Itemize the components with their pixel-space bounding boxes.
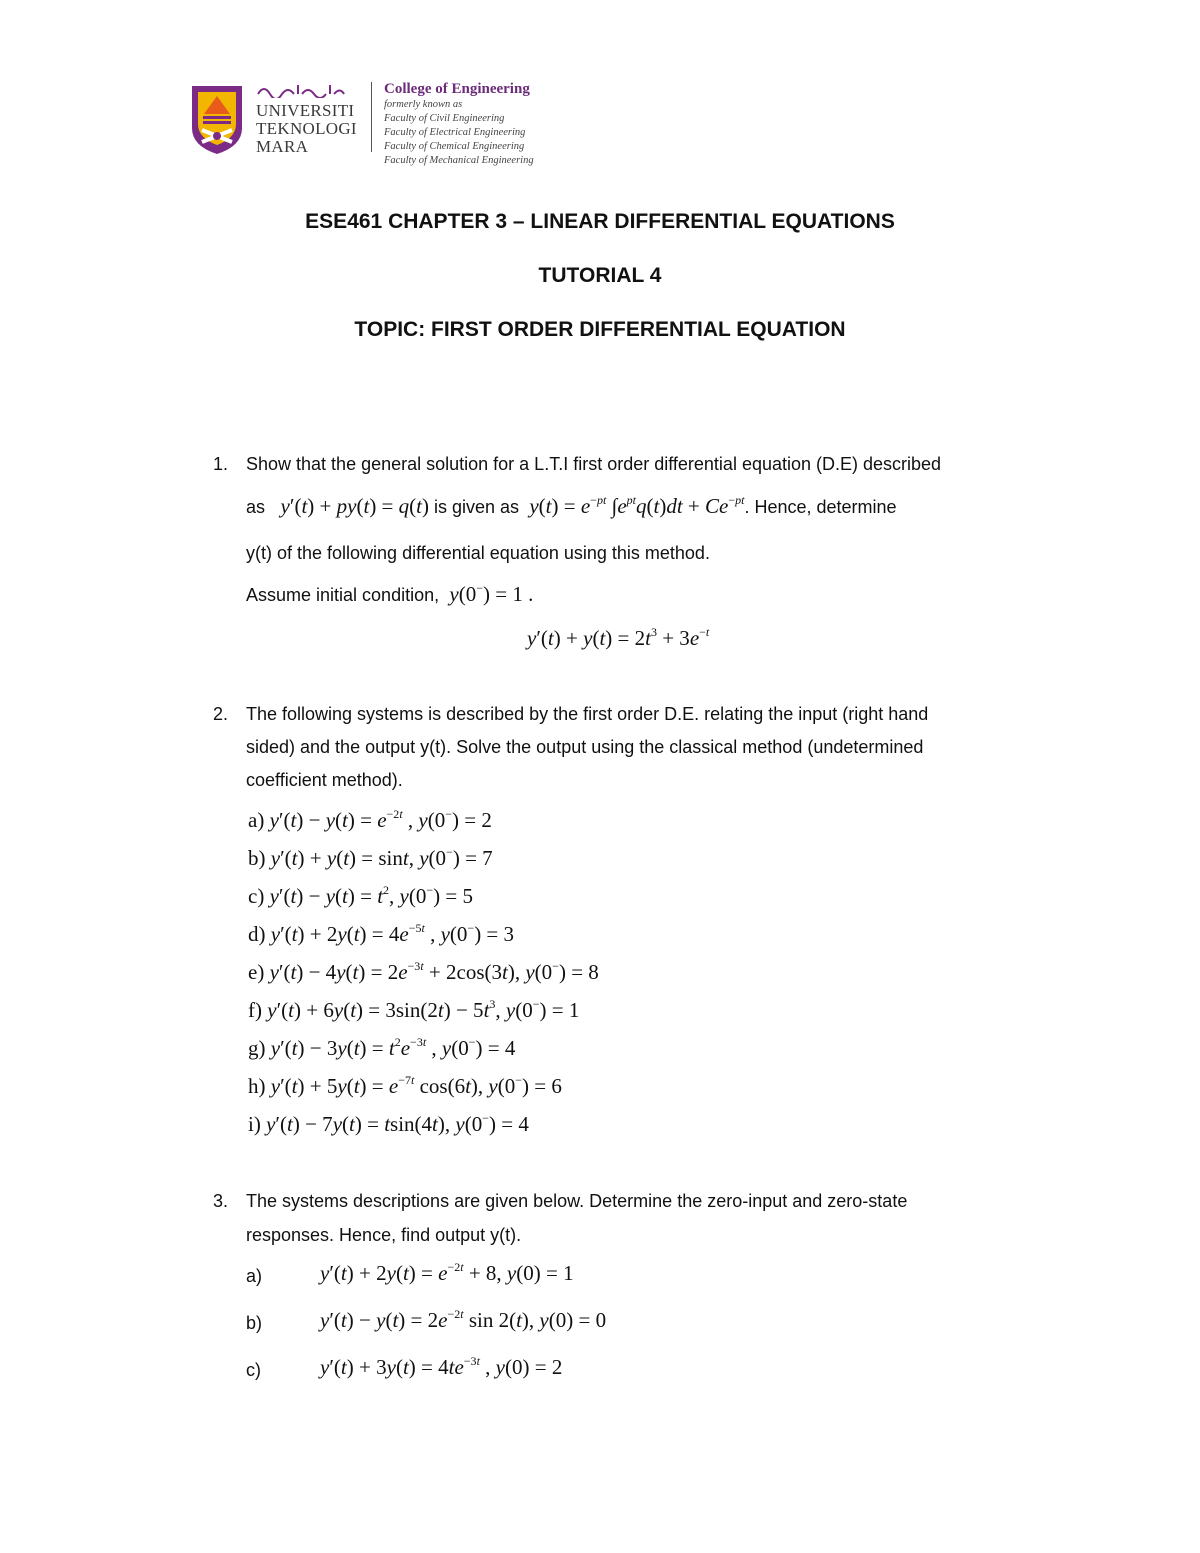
question-3-number: 3.	[213, 1191, 229, 1211]
q3-label-a: a)	[246, 1266, 263, 1286]
q1-hence-text: . Hence, determine	[744, 497, 897, 517]
q2-part-f: f) $y'(t) + 6y(t) = 3\sin(2t) - 5t^3$, y(0−) = 1	[248, 997, 580, 1022]
q1-given-text: is given as	[434, 497, 520, 517]
q2-part-d: d) $y'(t) + 2y(t) = 4e^{-5t}$ , y(0−) = 3	[248, 921, 515, 946]
question-3-line-1: The systems descriptions are given below. Determine the zero-input and zero-state	[246, 1191, 908, 1211]
q3-part-a: $y'(t) + 2y(t) = e^{-2t} + 8$, y(0) = 1	[320, 1260, 574, 1285]
uitm-emblem-icon	[188, 84, 246, 156]
question-2-line-1: The following systems is described by the first order D.E. relating the input (right hand	[246, 704, 929, 724]
faculty-electrical: Faculty of Electrical Engineering	[384, 127, 526, 138]
question-2-line-2: sided) and the output y(t). Solve the output using the classical method (undetermined	[246, 737, 924, 757]
college-title: College of Engineering	[384, 81, 530, 97]
question-1-number: 1.	[213, 454, 229, 474]
college-block	[384, 80, 534, 168]
university-name: UNIVERSITI TEKNOLOGI MARA	[256, 101, 357, 156]
college-subtitle: formerly known as	[384, 99, 463, 110]
q2-part-b: b) y′(t) + y(t) = sint, y(0−) = 7	[248, 845, 493, 870]
q1-initial-condition: y(0−) = 1 .	[449, 581, 534, 606]
document-topic: TOPIC: FIRST ORDER DIFFERENTIAL EQUATION	[354, 318, 846, 341]
q2-part-g: g) $y'(t) - 3y(t) = t^2e^{-3t}$ , y(0−) = 4	[248, 1035, 516, 1060]
question-3-line-2: responses. Hence, find output y(t).	[246, 1225, 522, 1245]
q3-label-b: b)	[246, 1313, 263, 1333]
question-2-number: 2.	[213, 704, 229, 724]
q2-part-a: a) $y'(t) - y(t) = e^{-2t}$ , y(0−) = 2	[248, 807, 492, 832]
q1-assume-text: Assume initial condition,	[246, 585, 440, 605]
question-1-line-4	[246, 582, 533, 607]
q2-part-c: c) $y'(t) - y(t) = t^2$, y(0−) = 5	[248, 883, 473, 908]
q2-part-e: e) $y'(t) - 4y(t) = 2e^{-3t} + 2\cos(3t)$, y(0−) = 8	[248, 959, 599, 984]
q1-equation: $y'(t) + y(t) = 2t^3 + 3e^{-t}$	[527, 625, 710, 650]
document-subtitle: TUTORIAL 4	[538, 264, 662, 287]
uitm-logo	[188, 80, 568, 172]
document-title: ESE461 CHAPTER 3 – LINEAR DIFFERENTIAL EQUATIONS	[305, 210, 895, 233]
jawi-script	[256, 82, 346, 98]
question-2-line-3: coefficient method).	[246, 770, 403, 790]
logo-divider	[371, 82, 372, 152]
q1-de-equation: y′(t) + py(t) = q(t)	[280, 494, 429, 518]
q1-as-text: as	[246, 497, 266, 517]
question-1-line-1: Show that the general solution for a L.T.I first order differential equation (D.E) described	[246, 454, 942, 474]
q2-part-h: h) $y'(t) + 5y(t) = e^{-7t}$ cos(6t), y(0−) = 6	[248, 1073, 562, 1098]
faculty-mechanical: Faculty of Mechanical Engineering	[384, 155, 534, 166]
faculty-chemical: Faculty of Chemical Engineering	[384, 141, 525, 152]
question-1-line-3: y(t) of the following differential equation using this method.	[246, 543, 710, 563]
q3-part-b: $y'(t) - y(t) = 2e^{-2t}$ sin 2(t), y(0) = 0	[320, 1307, 607, 1332]
question-1-line-2	[246, 494, 897, 519]
faculty-civil: Faculty of Civil Engineering	[384, 113, 505, 124]
q1-general-solution: $y(t) = e^{-pt}$ $\int e^{pt}q(t)dt + Ce^{-pt}$	[529, 493, 745, 518]
q2-part-i: i) y′(t) − 7y(t) = tsin(4t), y(0−) = 4	[248, 1111, 529, 1136]
q3-part-c: $y'(t) + 3y(t) = 4te^{-3t}$ , y(0) = 2	[320, 1354, 563, 1379]
q3-label-c: c)	[246, 1360, 261, 1380]
